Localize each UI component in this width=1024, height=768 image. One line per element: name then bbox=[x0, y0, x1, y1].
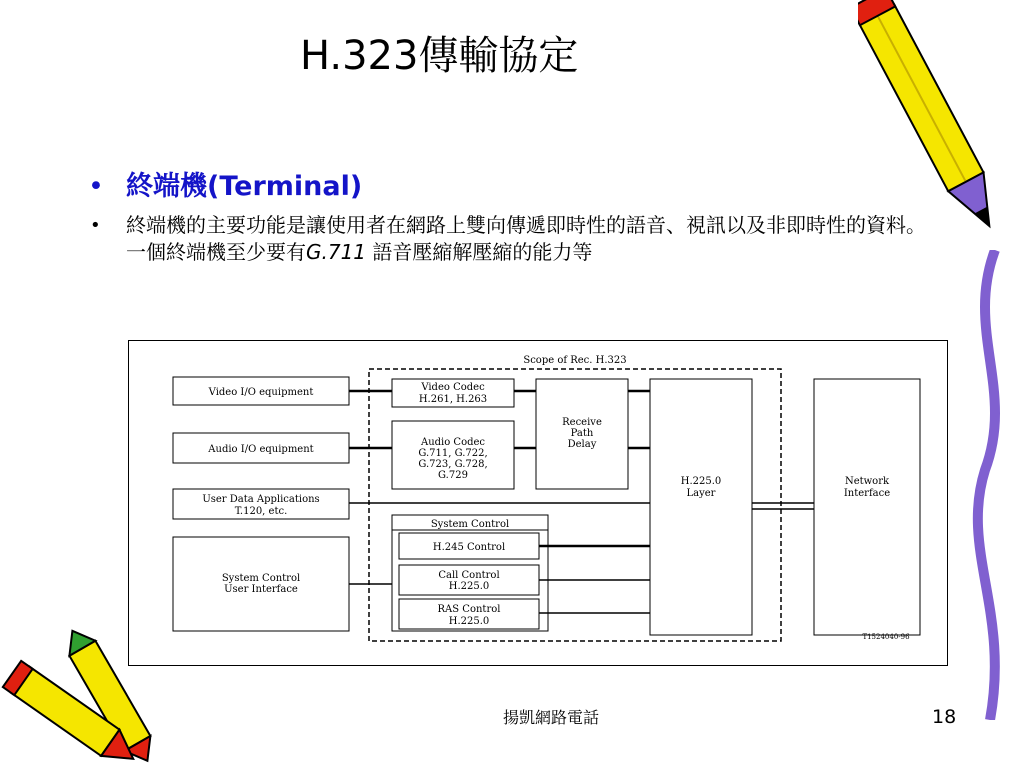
user-data-label-2: T.120, etc. bbox=[234, 506, 288, 517]
audio-codec-label-1: Audio Codec bbox=[420, 437, 486, 448]
bullet-marker: • bbox=[88, 171, 104, 202]
video-codec-label-1: Video Codec bbox=[421, 382, 485, 393]
bullet-description bbox=[88, 212, 926, 266]
bullet-terminal-text: 終端機(Terminal) bbox=[126, 171, 363, 202]
audio-io-label: Audio I/O equipment bbox=[208, 444, 314, 455]
ras-control-label-2: H.225.0 bbox=[448, 616, 490, 627]
footer-label: 揚凱網路電話 bbox=[503, 708, 600, 727]
receive-delay-label-2: Path bbox=[570, 428, 594, 439]
bullet-terminal bbox=[88, 168, 938, 206]
page-number: 18 bbox=[932, 706, 957, 728]
system-control-group-label: System Control bbox=[430, 519, 510, 530]
scope-label: Scope of Rec. H.323 bbox=[523, 355, 627, 366]
bullet-marker: • bbox=[90, 215, 101, 236]
pencils-bottom-left-icon bbox=[0, 620, 160, 766]
h323-diagram-svg bbox=[129, 341, 947, 665]
receive-delay-label-1: Receive bbox=[562, 417, 602, 428]
video-codec-label-2: H.261, H.263 bbox=[418, 394, 488, 405]
system-ui-label-2: User Interface bbox=[224, 584, 298, 595]
h2250-layer-label-2: Layer bbox=[686, 488, 716, 499]
pencil-top-right-icon bbox=[858, 0, 1008, 250]
network-interface-label-1: Network bbox=[844, 476, 890, 487]
call-control-label-2: H.225.0 bbox=[448, 581, 490, 592]
h2250-layer-box bbox=[650, 379, 752, 635]
h2250-layer-label-1: H.225.0 bbox=[680, 476, 722, 487]
h323-diagram bbox=[128, 340, 948, 666]
audio-codec-label-3: G.723, G.728, bbox=[418, 459, 488, 470]
network-interface-box bbox=[814, 379, 920, 635]
video-io-label: Video I/O equipment bbox=[208, 387, 314, 398]
h245-control-label: H.245 Control bbox=[432, 542, 506, 553]
figure-id: T1524040-96 bbox=[862, 633, 910, 641]
bullet-list bbox=[88, 168, 938, 266]
scope-boundary bbox=[369, 369, 781, 641]
ras-control-label-1: RAS Control bbox=[437, 604, 501, 615]
audio-codec-label-4: G.729 bbox=[438, 470, 468, 481]
user-data-label-1: User Data Applications bbox=[202, 494, 320, 505]
system-ui-label-1: System Control bbox=[221, 573, 301, 584]
network-interface-label-2: Interface bbox=[843, 488, 891, 499]
description-text-2: 語音壓縮解壓縮的能力等 bbox=[366, 240, 593, 264]
audio-codec-label-2: G.711, G.722, bbox=[418, 448, 488, 459]
slide-title: H.323傳輸協定 bbox=[300, 33, 579, 79]
call-control-label-1: Call Control bbox=[438, 570, 500, 581]
description-emphasis: G.711 bbox=[306, 240, 367, 264]
receive-delay-label-3: Delay bbox=[567, 439, 597, 450]
ribbon-right-icon bbox=[955, 250, 1024, 720]
description-text-1: 終端機的主要功能是讓使用者在網路上雙向傳遞即時性的語音、視訊以及非即時性的資料。一個終端機至少要有 bbox=[126, 213, 926, 264]
